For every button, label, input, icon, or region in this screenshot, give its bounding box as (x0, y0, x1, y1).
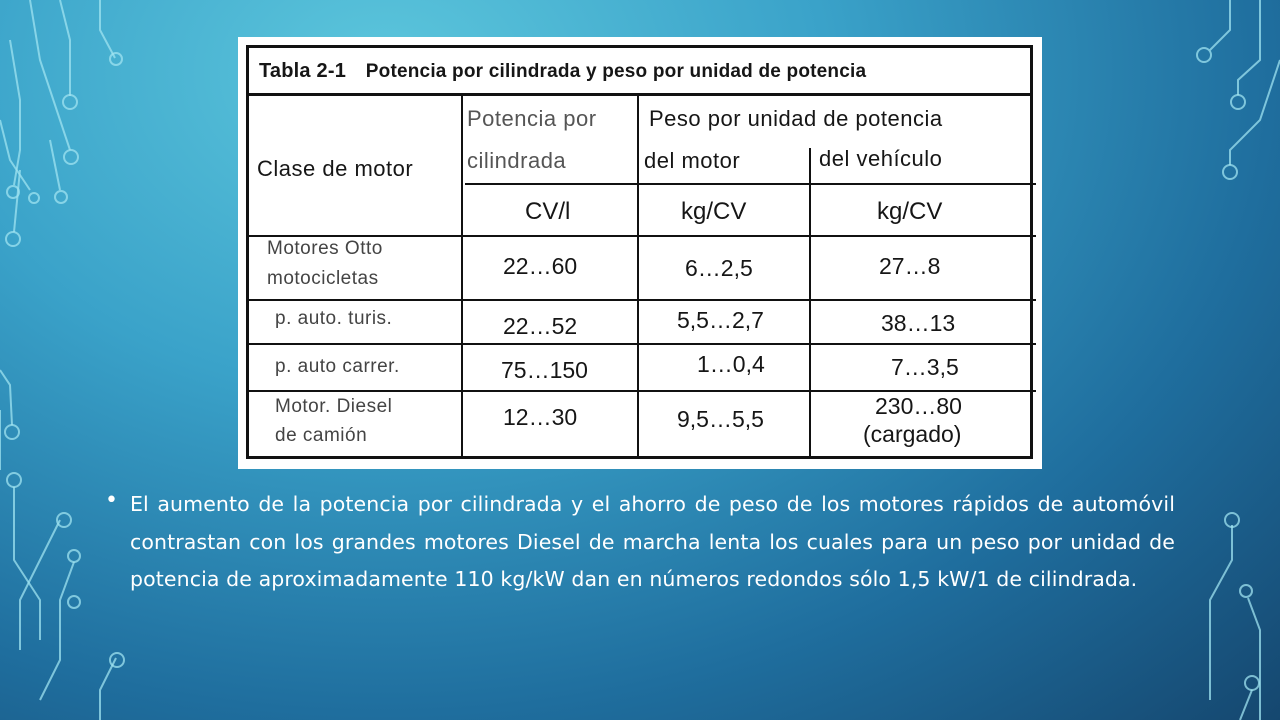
cell-engine: 9,5…5,5 (677, 406, 764, 432)
unit-engine: kg/CV (681, 198, 747, 225)
cell-engine: 5,5…2,7 (677, 307, 764, 333)
header-vehicle-weight: del vehículo (819, 146, 943, 171)
cell-power: 22…60 (503, 253, 578, 279)
bullet-marker: • (105, 488, 118, 513)
cell-power: 75…150 (501, 357, 588, 383)
col-divider (809, 148, 811, 458)
header-engine-weight: del motor (644, 148, 741, 173)
cell-vehicle: 7…3,5 (891, 354, 959, 380)
cell-vehicle: 27…8 (879, 253, 941, 279)
cell-power: 12…30 (503, 404, 578, 430)
col-divider (461, 96, 463, 458)
row-label: Motores Otto (267, 238, 383, 259)
header-power-line1: Potencia por (467, 106, 597, 131)
unit-vehicle: kg/CV (877, 198, 943, 225)
table-image (238, 37, 1042, 469)
header-power-line2: cilindrada (467, 148, 567, 173)
cell-vehicle: 38…13 (881, 310, 956, 336)
row-label: de camión (275, 425, 368, 446)
row-divider (249, 299, 1036, 301)
bullet-list (105, 486, 1175, 599)
cell-engine: 1…0,4 (697, 351, 765, 377)
row-divider (465, 183, 1036, 185)
table-caption-number: Tabla 2-1 (259, 60, 347, 82)
unit-power: CV/l (525, 198, 571, 225)
specs-table (246, 45, 1033, 459)
cell-engine: 6…2,5 (685, 255, 753, 281)
col-divider (637, 96, 639, 458)
row-label: p. auto carrer. (275, 356, 400, 377)
row-label: p. auto. turis. (275, 308, 393, 329)
cell-vehicle: 230…80 (875, 393, 962, 419)
row-divider (249, 343, 1036, 345)
header-weight-per-power: Peso por unidad de potencia (649, 106, 943, 131)
cell-vehicle-note: (cargado) (863, 421, 962, 447)
table-caption-text: Potencia por cilindrada y peso por unidad de potencia (365, 61, 867, 82)
table-caption (249, 48, 1030, 96)
bullet-text: El aumento de la potencia por cilindrada y el ahorro de peso de los motores rápidos de automóvil contrastan con los grandes motores Diesel de marcha lenta los cuales para un peso por unidad de potencia de aproximadamente 110 kg/kW dan en números redondos sólo 1,5 kW/1 de cilindrada. (130, 492, 1175, 591)
cell-power: 22…52 (503, 313, 578, 339)
row-divider (249, 390, 1036, 392)
row-divider (249, 235, 1036, 237)
row-label: Motor. Diesel (275, 396, 393, 417)
header-motor-class: Clase de motor (257, 156, 414, 181)
row-label: motocicletas (267, 268, 379, 289)
